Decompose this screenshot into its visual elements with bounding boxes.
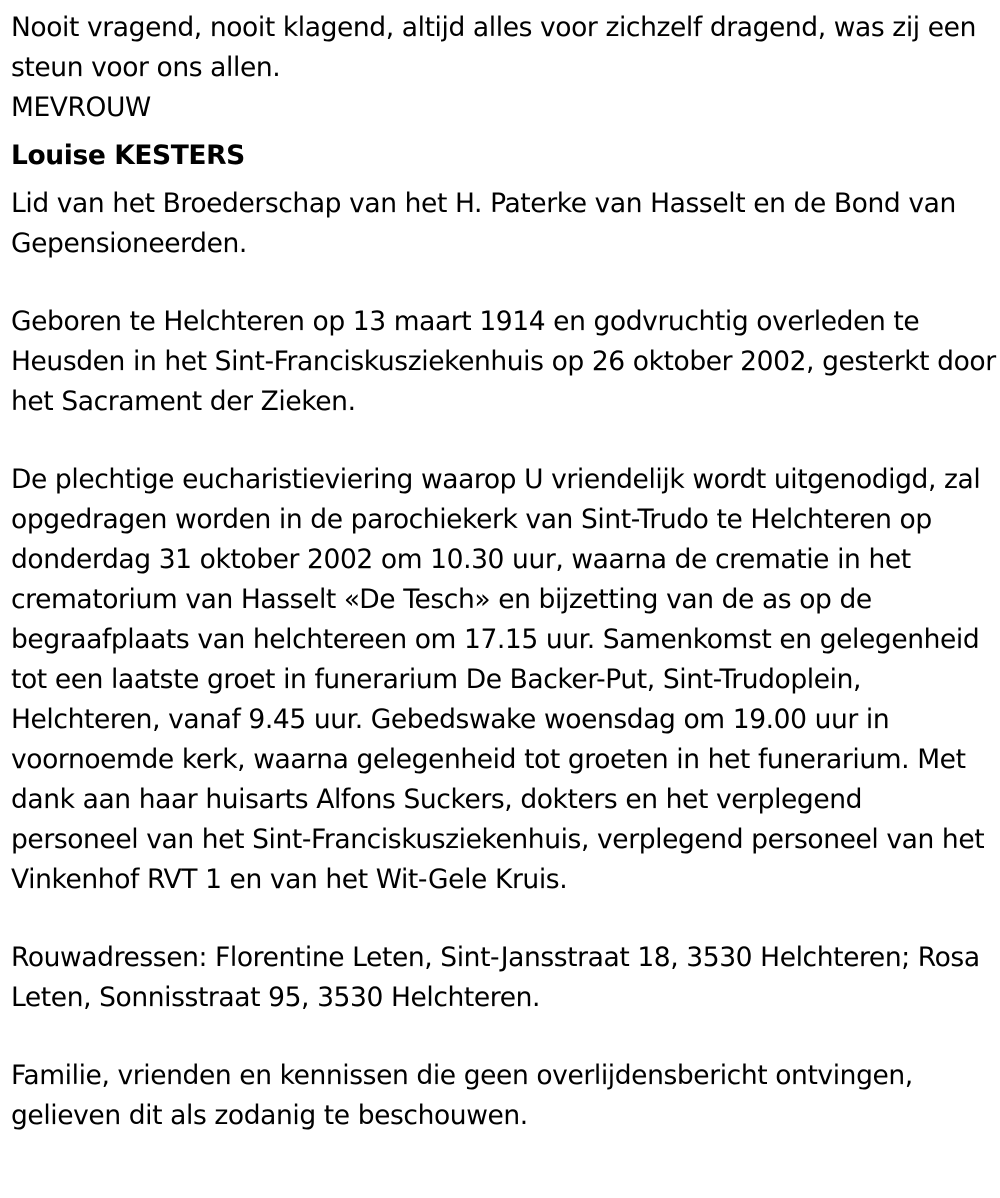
intro-paragraph: Nooit vragend, nooit klagend, altijd alles voor zichzelf dragend, was zij een steun voor ons allen. xyxy=(11,12,976,83)
deceased-name: Louise KESTERS xyxy=(11,140,245,171)
honorific-title: MEVROUW xyxy=(11,92,151,123)
closing-paragraph: Familie, vrienden en kennissen die geen overlijdensbericht ontvingen, gelieven dit als zodanig te beschouwen. xyxy=(11,1060,913,1131)
membership-paragraph: Lid van het Broederschap van het H. Paterke van Hasselt en de Bond van Gepensioneerden. xyxy=(11,188,956,259)
birth-death-paragraph: Geboren te Helchteren op 13 maart 1914 en godvruchtig overleden te Heusden in het Sint-Franciskusziekenhuis op 26 oktober 2002, gesterkt door het Sacrament der Zieken. xyxy=(11,306,996,417)
addresses-paragraph: Rouwadressen: Florentine Leten, Sint-Jansstraat 18, 3530 Helchteren; Rosa Leten, Sonnisstraat 95, 3530 Helchteren. xyxy=(11,942,980,1013)
ceremony-paragraph: De plechtige eucharistieviering waarop U vriendelijk wordt uitgenodigd, zal opgedragen worden in de parochiekerk van Sint-Trudo te Helchteren op donderdag 31 oktober 2002 om 10.30 uur, waarna de crematie in het crematorium van Hasselt «De Tesch» en bijzetting van de as op de begraafplaats van helchtereen om 17.15 uur. Samenkomst en gelegenheid tot een laatste groet in funerarium De Backer-Put, Sint-Trudoplein, Helchteren, vanaf 9.45 uur. Gebedswake woensdag om 19.00 uur in voornoemde kerk, waarna gelegenheid tot groeten in het funerarium. Met dank aan haar huisarts Alfons Suckers, dokters en het verplegend personeel van het Sint-Franciskusziekenhuis, verplegend personeel van het Vinkenhof RVT 1 en van het Wit-Gele Kruis. xyxy=(11,464,985,895)
obituary-document xyxy=(11,8,996,1136)
